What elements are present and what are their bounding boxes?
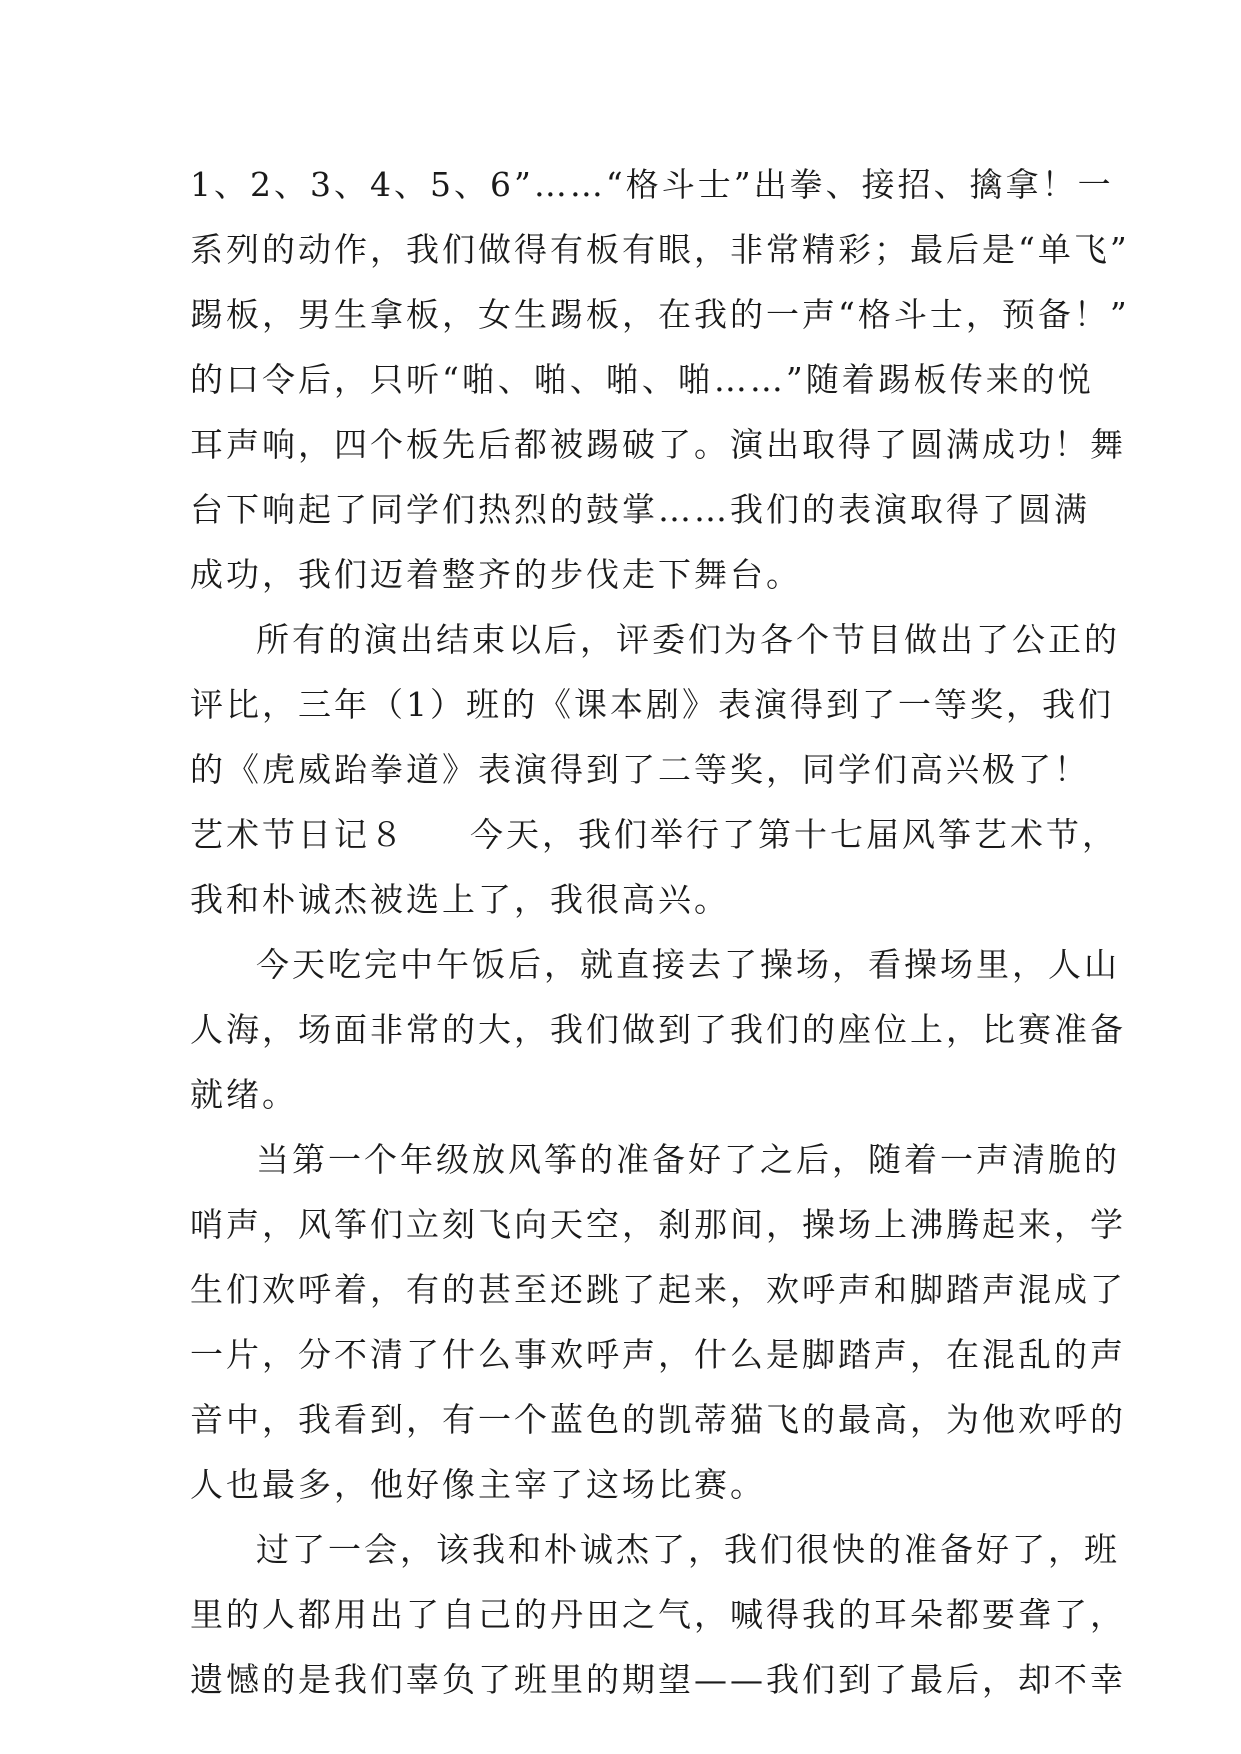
text-line: 台下响起了同学们热烈的鼓掌……我们的表演取得了圆满 (190, 490, 1090, 529)
text-line: 生们欢呼着，有的甚至还跳了起来，欢呼声和脚踏声混成了 (190, 1270, 1126, 1309)
text-line: 系列的动作，我们做得有板有眼，非常精彩；最后是“单飞” (190, 230, 1130, 269)
paragraph-start-line: 当第一个年级放风筝的准备好了之后，随着一声清脆的 (256, 1140, 1120, 1179)
text-line: 耳声响，四个板先后都被踢破了。演出取得了圆满成功！舞 (190, 425, 1126, 464)
text-line: 评比，三年（1）班的《课本剧》表演得到了一等奖，我们 (190, 685, 1114, 724)
text-line: 人海，场面非常的大，我们做到了我们的座位上，比赛准备 (190, 1010, 1126, 1049)
paragraph-start-line: 今天吃完中午饭后，就直接去了操场，看操场里，人山 (256, 945, 1120, 984)
text-line: 1、2、3、4、5、6”……“格斗士”出拳、接招、擒拿！一 (190, 165, 1114, 204)
document-body (190, 152, 1130, 1712)
text-line: 遗憾的是我们辜负了班里的期望——我们到了最后，却不幸 (190, 1660, 1126, 1699)
paragraph-start-line: 过了一会，该我和朴诚杰了，我们很快的准备好了，班 (256, 1530, 1120, 1569)
text-line: 我和朴诚杰被选上了，我很高兴。 (190, 880, 730, 919)
text-line: 成功，我们迈着整齐的步伐走下舞台。 (190, 555, 802, 594)
diary-title: 艺术节日记８ (190, 815, 406, 854)
text-line: 就绪。 (190, 1075, 298, 1114)
text-line: 哨声，风筝们立刻飞向天空，刹那间，操场上沸腾起来，学 (190, 1205, 1126, 1244)
text-line: 的口令后，只听“啪、啪、啪、啪……”随着踢板传来的悦 (190, 360, 1094, 399)
text-line: 踢板，男生拿板，女生踢板，在我的一声“格斗士，预备！” (190, 295, 1130, 334)
text-line: 音中，我看到，有一个蓝色的凯蒂猫飞的最高，为他欢呼的 (190, 1400, 1126, 1439)
text-line: 一片，分不清了什么事欢呼声，什么是脚踏声，在混乱的声 (190, 1335, 1126, 1374)
text-line: 人也最多，他好像主宰了这场比赛。 (190, 1465, 766, 1504)
paragraph-start-line: 所有的演出结束以后，评委们为各个节目做出了公正的 (256, 620, 1120, 659)
text-line: 的《虎威跆拳道》表演得到了二等奖，同学们高兴极了！ (190, 750, 1090, 789)
text-line: 里的人都用出了自己的丹田之气，喊得我的耳朵都要聋了， (190, 1595, 1126, 1634)
diary-title-line (190, 802, 1118, 867)
diary-first-sentence: 今天，我们举行了第十七届风筝艺术节， (470, 815, 1118, 854)
